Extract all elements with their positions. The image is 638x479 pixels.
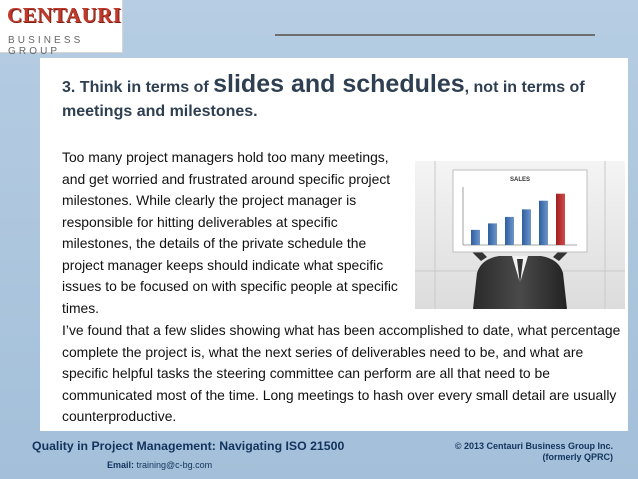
slide-content	[40, 58, 628, 431]
paragraph-2: I’ve found that a few slides showing what has been accomplished to date, what percentage complete the project is, what the next series of deliverables need to be, and what are specific helpful tasks the steering committee can perform are all that need to be communicated most of the time. Long meetings to hash over every small detail are usually counterproductive.	[62, 322, 621, 424]
photo-sign-title: SALES	[509, 177, 531, 183]
header-divider	[275, 34, 595, 36]
slide-heading	[62, 72, 622, 124]
photo-bar	[539, 201, 548, 245]
footer-course-title: Quality in Project Management: Navigating ISO 21500	[32, 439, 345, 453]
photo-bar	[471, 230, 480, 245]
photo-bar	[505, 217, 514, 245]
footer-email-label: Email:	[107, 460, 137, 470]
heading-prefix: 3. Think in terms of	[62, 79, 214, 96]
logo	[0, 0, 123, 57]
logo-tagline: BUSINESS GROUP	[8, 35, 84, 57]
logo-name: CENTAURI	[7, 3, 122, 27]
footer-email	[107, 460, 212, 470]
paragraph-1: Too many project managers hold too many meetings, and get worried and frustrated around specific project milestones. While clearly the project manager is responsible for hitting deliverables at specific milestones, the details of the private schedule the project manager keeps should indicate what specific issues to be focused on with specific people at specific times.	[62, 149, 398, 316]
footer-email-address[interactable]: training@c-bg.com	[136, 460, 213, 470]
footer-copyright-line: © 2013 Centauri Business Group Inc.	[454, 441, 613, 451]
photo-bar	[522, 209, 531, 245]
sales-chart-photo	[415, 161, 625, 309]
photo-bar	[488, 223, 497, 245]
footer-formerly-line: (formerly QPRC)	[542, 452, 613, 462]
heading-suffix: , not in terms of meetings and milestones.	[62, 79, 585, 120]
photo-bar	[556, 194, 565, 245]
heading-emphasis: slides and schedules	[213, 70, 465, 98]
footer-copyright	[415, 441, 613, 463]
